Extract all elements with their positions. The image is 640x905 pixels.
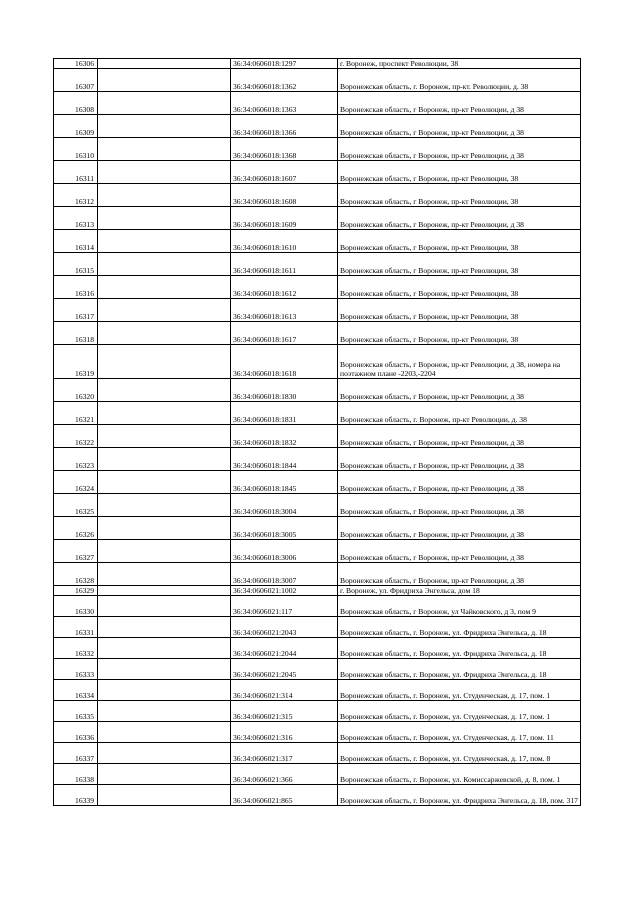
empty-cell: [98, 299, 231, 322]
row-number-cell: 16310: [54, 138, 98, 161]
row-number-cell: 16309: [54, 115, 98, 138]
table-row: [54, 276, 581, 299]
address-cell: Воронежская область, г Воронеж, пр-кт Революции, д 38: [338, 448, 581, 471]
address-cell: Воронежская область, г. Воронеж, ул. Студенческая, д. 17, пом. 11: [338, 722, 581, 743]
table-row: [54, 448, 581, 471]
table-row: [54, 722, 581, 743]
table-row: [54, 617, 581, 638]
cadastral-number-cell: 36:34:0606018:1845: [231, 471, 338, 494]
table-row: [54, 764, 581, 785]
row-number-cell: 16315: [54, 253, 98, 276]
address-cell: Воронежская область, г Воронеж, пр-кт Революции, 38: [338, 230, 581, 253]
row-number-cell: 16319: [54, 345, 98, 379]
table-row: [54, 59, 581, 69]
empty-cell: [98, 322, 231, 345]
empty-cell: [98, 785, 231, 806]
address-cell: Воронежская область, г Воронеж, пр-кт Революции, д 38: [338, 138, 581, 161]
table-row: [54, 517, 581, 540]
cadastral-number-cell: 36:34:0606018:1830: [231, 379, 338, 402]
cadastral-number-cell: 36:34:0606021:1002: [231, 586, 338, 596]
cadastral-number-cell: 36:34:0606021:314: [231, 680, 338, 701]
row-number-cell: 16311: [54, 161, 98, 184]
empty-cell: [98, 402, 231, 425]
cadastral-number-cell: 36:34:0606021:117: [231, 596, 338, 617]
row-number-cell: 16331: [54, 617, 98, 638]
table-row: [54, 322, 581, 345]
address-cell: Воронежская область, г Воронеж, пр-кт Революции, 38: [338, 276, 581, 299]
address-cell: Воронежская область, г Воронеж, пр-кт Революции, д 38: [338, 563, 581, 586]
cadastral-number-cell: 36:34:0606021:366: [231, 764, 338, 785]
empty-cell: [98, 345, 231, 379]
cadastral-number-cell: 36:34:0606018:3005: [231, 517, 338, 540]
cadastral-number-cell: 36:34:0606018:1610: [231, 230, 338, 253]
row-number-cell: 16328: [54, 563, 98, 586]
row-number-cell: 16330: [54, 596, 98, 617]
row-number-cell: 16336: [54, 722, 98, 743]
row-number-cell: 16333: [54, 659, 98, 680]
address-cell: Воронежская область, г. Воронеж, ул. Фридриха Энгельса, д. 18: [338, 659, 581, 680]
cadastral-number-cell: 36:34:0606021:2043: [231, 617, 338, 638]
row-number-cell: 16322: [54, 425, 98, 448]
address-cell: Воронежская область, г Воронеж, ул Чайковского, д 3, пом 9: [338, 596, 581, 617]
empty-cell: [98, 586, 231, 596]
table-row: [54, 563, 581, 586]
empty-cell: [98, 764, 231, 785]
empty-cell: [98, 253, 231, 276]
table-row: [54, 680, 581, 701]
address-cell: Воронежская область, г Воронеж, пр-кт Революции, 38: [338, 299, 581, 322]
row-number-cell: 16313: [54, 207, 98, 230]
empty-cell: [98, 596, 231, 617]
cadastral-number-cell: 36:34:0606018:1844: [231, 448, 338, 471]
row-number-cell: 16307: [54, 69, 98, 92]
row-number-cell: 16314: [54, 230, 98, 253]
cadastral-number-cell: 36:34:0606021:865: [231, 785, 338, 806]
table-row: [54, 596, 581, 617]
empty-cell: [98, 276, 231, 299]
table-row: [54, 638, 581, 659]
address-cell: Воронежская область, г. Воронеж, пр-кт. Революции, д. 38: [338, 69, 581, 92]
empty-cell: [98, 638, 231, 659]
row-number-cell: 16320: [54, 379, 98, 402]
empty-cell: [98, 425, 231, 448]
row-number-cell: 16337: [54, 743, 98, 764]
row-number-cell: 16335: [54, 701, 98, 722]
table-row: [54, 184, 581, 207]
table-row: [54, 253, 581, 276]
cadastral-number-cell: 36:34:0606021:2044: [231, 638, 338, 659]
empty-cell: [98, 207, 231, 230]
row-number-cell: 16306: [54, 59, 98, 69]
cadastral-number-cell: 36:34:0606018:1297: [231, 59, 338, 69]
cadastral-number-cell: 36:34:0606018:1618: [231, 345, 338, 379]
row-number-cell: 16334: [54, 680, 98, 701]
empty-cell: [98, 69, 231, 92]
table-row: [54, 701, 581, 722]
empty-cell: [98, 161, 231, 184]
empty-cell: [98, 92, 231, 115]
row-number-cell: 16316: [54, 276, 98, 299]
cadastral-number-cell: 36:34:0606018:1607: [231, 161, 338, 184]
table-row: [54, 161, 581, 184]
empty-cell: [98, 115, 231, 138]
cadastral-number-cell: 36:34:0606021:315: [231, 701, 338, 722]
row-number-cell: 16325: [54, 494, 98, 517]
cadastral-number-cell: 36:34:0606018:1832: [231, 425, 338, 448]
empty-cell: [98, 517, 231, 540]
row-number-cell: 16327: [54, 540, 98, 563]
cadastral-number-cell: 36:34:0606021:316: [231, 722, 338, 743]
address-cell: Воронежская область, г. Воронеж, ул. Фридриха Энгельса, д. 18: [338, 617, 581, 638]
address-cell: Воронежская область, г. Воронеж, ул. Студенческая, д. 17, пом. 8: [338, 743, 581, 764]
address-cell: Воронежская область, г Воронеж, пр-кт Революции, 38: [338, 184, 581, 207]
address-cell: Воронежская область, г Воронеж, пр-кт Революции, д 38: [338, 92, 581, 115]
row-number-cell: 16338: [54, 764, 98, 785]
table-row: [54, 586, 581, 596]
address-cell: Воронежская область, г Воронеж, пр-кт Революции, 38: [338, 322, 581, 345]
registry-table-body: [54, 59, 581, 806]
address-cell: Воронежская область, г Воронеж, пр-кт Революции, 38: [338, 253, 581, 276]
table-row: [54, 230, 581, 253]
registry-table: [53, 58, 581, 806]
table-row: [54, 69, 581, 92]
empty-cell: [98, 59, 231, 69]
cadastral-number-cell: 36:34:0606018:1611: [231, 253, 338, 276]
address-cell: Воронежская область, г. Воронеж, ул. Студенческая, д. 17, пом. 1: [338, 701, 581, 722]
cadastral-number-cell: 36:34:0606021:317: [231, 743, 338, 764]
address-cell: Воронежская область, г. Воронеж, пр-кт Революции, д. 38: [338, 402, 581, 425]
cadastral-number-cell: 36:34:0606018:1366: [231, 115, 338, 138]
address-cell: г. Воронеж, проспект Революции, 38: [338, 59, 581, 69]
empty-cell: [98, 379, 231, 402]
address-cell: Воронежская область, г. Воронеж, ул. Студенческая, д. 17, пом. 1: [338, 680, 581, 701]
row-number-cell: 16318: [54, 322, 98, 345]
address-cell: Воронежская область, г Воронеж, пр-кт Революции, д 38, номера на поэтажном плане -2203,-2204: [338, 345, 581, 379]
address-cell: Воронежская область, г Воронеж, пр-кт Революции, д 38: [338, 540, 581, 563]
table-row: [54, 92, 581, 115]
row-number-cell: 16323: [54, 448, 98, 471]
empty-cell: [98, 743, 231, 764]
address-cell: г. Воронеж, ул. Фридриха Энгельса, дом 18: [338, 586, 581, 596]
address-cell: Воронежская область, г Воронеж, пр-кт Революции, д 38: [338, 379, 581, 402]
table-row: [54, 379, 581, 402]
empty-cell: [98, 230, 231, 253]
cadastral-number-cell: 36:34:0606018:3007: [231, 563, 338, 586]
address-cell: Воронежская область, г. Воронеж, ул. Фридриха Энгельса, д. 18, пом. 317: [338, 785, 581, 806]
empty-cell: [98, 471, 231, 494]
empty-cell: [98, 540, 231, 563]
address-cell: Воронежская область, г Воронеж, пр-кт Революции, д 38: [338, 207, 581, 230]
row-number-cell: 16339: [54, 785, 98, 806]
table-row: [54, 743, 581, 764]
row-number-cell: 16312: [54, 184, 98, 207]
row-number-cell: 16317: [54, 299, 98, 322]
address-cell: Воронежская область, г Воронеж, пр-кт Революции, д 38: [338, 471, 581, 494]
table-row: [54, 494, 581, 517]
row-number-cell: 16321: [54, 402, 98, 425]
empty-cell: [98, 659, 231, 680]
cadastral-number-cell: 36:34:0606018:1831: [231, 402, 338, 425]
address-cell: Воронежская область, г Воронеж, пр-кт Революции, д 38: [338, 425, 581, 448]
cadastral-number-cell: 36:34:0606018:1362: [231, 69, 338, 92]
address-cell: Воронежская область, г Воронеж, пр-кт Революции, д 38: [338, 494, 581, 517]
empty-cell: [98, 138, 231, 161]
table-row: [54, 345, 581, 379]
table-row: [54, 299, 581, 322]
cadastral-number-cell: 36:34:0606018:1609: [231, 207, 338, 230]
row-number-cell: 16308: [54, 92, 98, 115]
table-row: [54, 659, 581, 680]
empty-cell: [98, 701, 231, 722]
address-cell: Воронежская область, г Воронеж, пр-кт Революции, д 38: [338, 517, 581, 540]
table-row: [54, 138, 581, 161]
row-number-cell: 16326: [54, 517, 98, 540]
empty-cell: [98, 680, 231, 701]
empty-cell: [98, 494, 231, 517]
table-row: [54, 115, 581, 138]
table-row: [54, 425, 581, 448]
address-cell: Воронежская область, г. Воронеж, ул. Фридриха Энгельса, д. 18: [338, 638, 581, 659]
table-row: [54, 402, 581, 425]
address-cell: Воронежская область, г Воронеж, пр-кт Революции, 38: [338, 161, 581, 184]
empty-cell: [98, 617, 231, 638]
cadastral-number-cell: 36:34:0606018:1613: [231, 299, 338, 322]
cadastral-number-cell: 36:34:0606018:3006: [231, 540, 338, 563]
cadastral-number-cell: 36:34:0606018:1368: [231, 138, 338, 161]
cadastral-number-cell: 36:34:0606018:1363: [231, 92, 338, 115]
table-row: [54, 785, 581, 806]
empty-cell: [98, 722, 231, 743]
row-number-cell: 16329: [54, 586, 98, 596]
cadastral-number-cell: 36:34:0606018:1612: [231, 276, 338, 299]
table-row: [54, 207, 581, 230]
cadastral-number-cell: 36:34:0606021:2045: [231, 659, 338, 680]
table-row: [54, 471, 581, 494]
cadastral-number-cell: 36:34:0606018:3004: [231, 494, 338, 517]
cadastral-number-cell: 36:34:0606018:1608: [231, 184, 338, 207]
cadastral-number-cell: 36:34:0606018:1617: [231, 322, 338, 345]
table-row: [54, 540, 581, 563]
row-number-cell: 16332: [54, 638, 98, 659]
empty-cell: [98, 448, 231, 471]
address-cell: Воронежская область, г. Воронеж, ул. Комиссаржевской, д. 8, пом. 1: [338, 764, 581, 785]
empty-cell: [98, 563, 231, 586]
empty-cell: [98, 184, 231, 207]
address-cell: Воронежская область, г Воронеж, пр-кт Революции, д 38: [338, 115, 581, 138]
row-number-cell: 16324: [54, 471, 98, 494]
